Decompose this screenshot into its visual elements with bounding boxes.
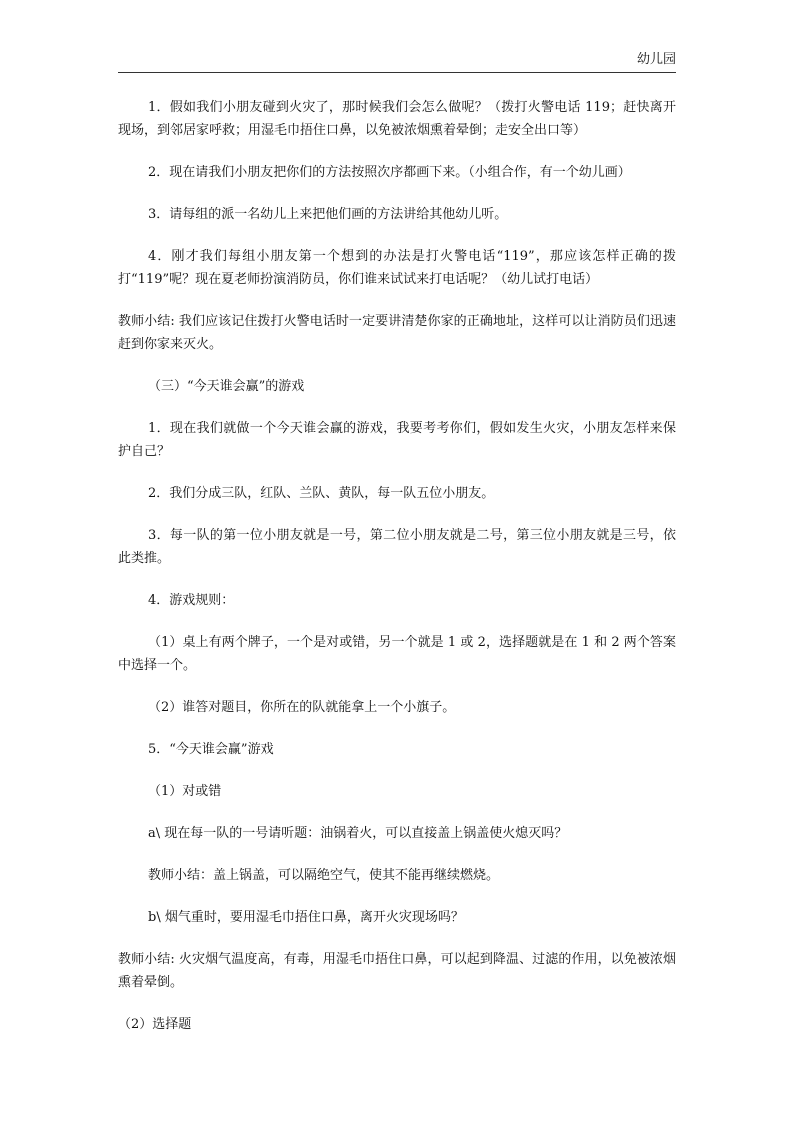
question-b-smoke: b\ 烟气重时，要用湿毛巾捂住口鼻，离开火灾现场吗？	[148, 910, 464, 925]
paragraph-true-false-heading: （1）对或错	[148, 784, 222, 799]
paragraph-q2-draw-methods: 2．现在请我们小朋友把你们的方法按照次序都画下来。（小组合作，有一个幼儿画）	[148, 165, 631, 180]
question-a-oil-fire: a\ 现在每一队的一号请听题：油锅着火，可以直接盖上锅盖使火熄灭吗？	[148, 826, 568, 841]
page-header	[118, 52, 676, 73]
paragraph-q3-present-methods: 3．请每组的派一名幼儿上来把他们画的方法讲给其他幼儿听。	[148, 207, 508, 222]
teacher-summary-smoke: 教师小结: 火灾烟气温度高，有毒，用湿毛巾捂住口鼻，可以起到降温、过滤的作用，以免被浓烟熏着晕倒。	[118, 952, 676, 990]
document-body	[118, 96, 676, 1055]
paragraph-rules-heading: 4．游戏规则：	[148, 593, 235, 608]
paragraph-numbering: 3．每一队的第一位小朋友就是一号，第二位小朋友就是二号，第三位小朋友就是三号，依此类推。	[118, 528, 676, 566]
paragraph-q1-fire-response: 1．假如我们小朋友碰到火灾了，那时候我们会怎么做呢？（拨打火警电话 119；赶快离开现场，到邻居家呼救；用湿毛巾捂住口鼻，以免被浓烟熏着晕倒；走安全出口等）	[118, 100, 676, 138]
header-title: 幼儿园	[636, 52, 676, 67]
paragraph-game-intro: 1．现在我们就做一个今天谁会赢的游戏，我要考考你们，假如发生火灾，小朋友怎样来保护自己？	[118, 421, 676, 459]
paragraph-rule-2: （2）谁答对题目，你所在的队就能拿上一个小旗子。	[148, 700, 456, 715]
paragraph-multiple-choice-heading: （2）选择题	[118, 1017, 192, 1032]
teacher-summary-lid: 教师小结：盖上锅盖，可以隔绝空气，使其不能再继续燃烧。	[148, 868, 500, 883]
paragraph-game-title: 5．“今天谁会赢”游戏	[148, 742, 274, 757]
teacher-summary-address: 教师小结: 我们应该记住拨打火警电话时一定要讲清楚你家的正确地址，这样可以让消防员们迅速赶到你家来灭火。	[118, 314, 676, 352]
paragraph-rule-1: （1）桌上有两个牌子，一个是对或错，另一个就是 1 或 2，选择题就是在 1 和 2 两个答案中选择一个。	[118, 635, 676, 673]
paragraph-teams: 2．我们分成三队，红队、兰队、黄队，每一队五位小朋友。	[148, 486, 495, 501]
paragraph-q4-dial-119: 4．刚才我们每组小朋友第一个想到的办法是打火警电话“119”，那应该怎样正确的拨打“119”呢？现在夏老师扮演消防员，你们谁来试试来打电话呢？（幼儿试打电话）	[118, 249, 676, 287]
section-heading-game: （三）“今天谁会赢”的游戏	[148, 379, 305, 394]
